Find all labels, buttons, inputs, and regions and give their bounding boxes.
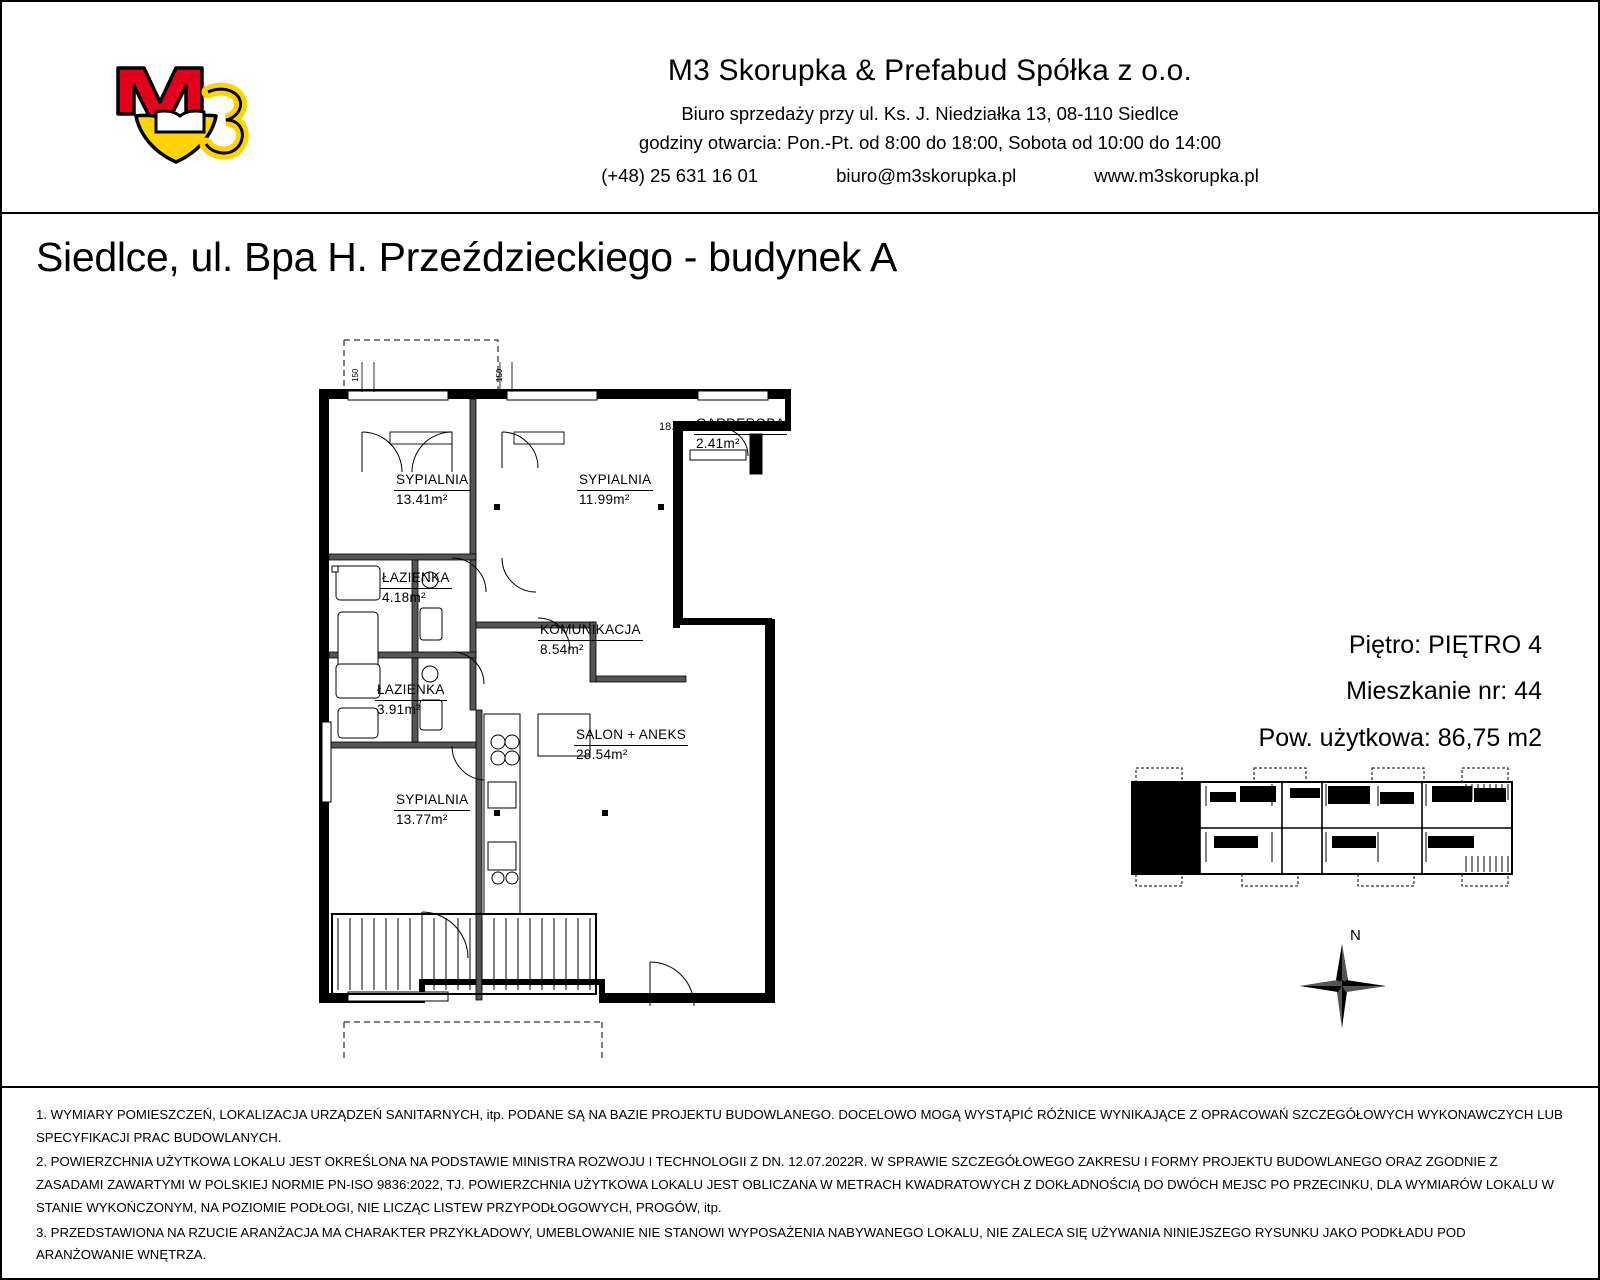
header-text-block bbox=[302, 54, 1558, 187]
opening-hours: godziny otwarcia: Pon.-Pt. od 8:00 do 18:00, Sobota od 10:00 do 14:00 bbox=[638, 131, 1222, 153]
info-floor: Piętro: PIĘTRO 4 bbox=[1348, 631, 1542, 659]
office-address: Biuro sprzedaży przy ul. Ks. J. Niedziałka 13, 08-110 Siedlce bbox=[681, 103, 1179, 124]
room-label bbox=[375, 682, 447, 719]
room-area: 8.54m² bbox=[540, 641, 584, 657]
website-url[interactable]: www.m3skorupka.pl bbox=[1094, 165, 1259, 187]
svg-text:150: 150 bbox=[495, 368, 504, 382]
room-label bbox=[694, 416, 787, 453]
room-area: 13.77m² bbox=[396, 811, 448, 827]
room-area: 28.54m² bbox=[576, 746, 628, 762]
room-area: 11.99m² bbox=[579, 491, 630, 507]
compass-rose bbox=[1282, 922, 1402, 1042]
footnotes-block bbox=[2, 1086, 1598, 1278]
svg-text:150: 150 bbox=[351, 368, 360, 382]
room-name: ŁAZIENKA bbox=[375, 682, 447, 701]
room-area: 13.41m² bbox=[396, 491, 448, 507]
info-apartment-number: Mieszkanie nr: 44 bbox=[1346, 677, 1542, 706]
room-number-label: 18. bbox=[659, 421, 675, 433]
room-area: 4.18m² bbox=[382, 589, 426, 605]
room-name: KOMUNIKACJA bbox=[538, 622, 643, 641]
footnote-3: 3. PRZEDSTAWIONA NA RZUCIE ARANŻACJA MA CHARAKTER PRZYKŁADOWY, UMEBLOWANIE NIE STANOWI WYPOSAŻENIA NABYWANEGO LOKALU, NIE ZALECA SIĘ UŻYWANIA NINIEJSZEGO RYSUNKU JAKO PODKŁADU POD ARANŻOWANIE WNĘTRZA. bbox=[36, 1224, 1466, 1263]
contact-row bbox=[302, 165, 1558, 187]
footnote-2: 2. POWIERZCHNIA UŻYTKOWA LOKALU JEST OKREŚLONA NA PODSTAWIE MINISTRA ROZWOJU I TECHNOLOGII Z DN. 12.07.2022R. W SPRAWIE SZCZEGÓŁOWEGO ZAKRESU I FORMY PROJEKTU BUDOWLANEGO ORAZ ZGODNIE Z ZASADAMI ZAWARTYMI W POLSKIEJ NORMIE PN-ISO 9836:2022, TJ. POWIERZCHNIA UŻYTKOWA LOKALU JEST OBLICZANA W METRACH KWADRATOWYCH Z DOKŁADNOŚCIĄ DO DWÓCH MEJSC PO PRZECINKU, DLA WYMIARÓW LOKALU W STANIE WYKOŃCZONYM, NA POZIOMIE PODŁOGI, NIE LICZĄC LISTEW PRZYPODŁOGOWYCH, PROGÓW, itp. bbox=[36, 1154, 1554, 1215]
building-key-plan bbox=[1122, 762, 1522, 892]
room-name: ŁAZIENKA bbox=[380, 570, 452, 589]
company-logo bbox=[100, 50, 260, 168]
room-name: SALON + ANEKS bbox=[574, 727, 688, 746]
apartment-info bbox=[1259, 622, 1542, 761]
room-area: 2.41m² bbox=[696, 435, 740, 451]
phone-number: (+48) 25 631 16 01 bbox=[601, 165, 759, 187]
room-name: SYPIALNIA bbox=[394, 472, 470, 491]
compass-north-letter: N bbox=[1350, 927, 1361, 944]
page-title: Siedlce, ul. Bpa H. Przeździeckiego - budynek A bbox=[36, 234, 898, 280]
document-header bbox=[2, 2, 1598, 214]
room-label bbox=[577, 472, 653, 509]
room-label bbox=[574, 727, 688, 764]
room-label bbox=[538, 622, 643, 659]
apartment-floor-plan bbox=[302, 322, 822, 1062]
room-name: GARDEROBA bbox=[694, 416, 787, 435]
room-area: 3.91m² bbox=[377, 701, 421, 717]
company-name: M3 Skorupka & Prefabud Spółka z o.o. bbox=[667, 54, 1193, 87]
room-label bbox=[394, 792, 470, 829]
room-name: SYPIALNIA bbox=[394, 792, 470, 811]
footnote-1: 1. WYMIARY POMIESZCZEŃ, LOKALIZACJA URZĄDZEŃ SANITARNYCH, itp. PODANE SĄ NA BAZIE PROJEKTU BUDOWLANEGO. DOCELOWO MOGĄ WYSTĄPIĆ RÓŻNICE WYNIKAJĄCE Z OPRACOWAŃ SZCZEGÓŁOWYCH WYKONAWCZYCH LUB SPECYFIKACJI PRAC BUDOWLANYCH. bbox=[36, 1107, 1563, 1145]
info-usable-area: Pow. użytkowa: 86,75 m2 bbox=[1258, 723, 1542, 752]
email-address[interactable]: biuro@m3skorupka.pl bbox=[836, 165, 1017, 187]
room-name: SYPIALNIA bbox=[577, 472, 653, 491]
room-label bbox=[380, 570, 452, 607]
room-label bbox=[394, 472, 470, 509]
